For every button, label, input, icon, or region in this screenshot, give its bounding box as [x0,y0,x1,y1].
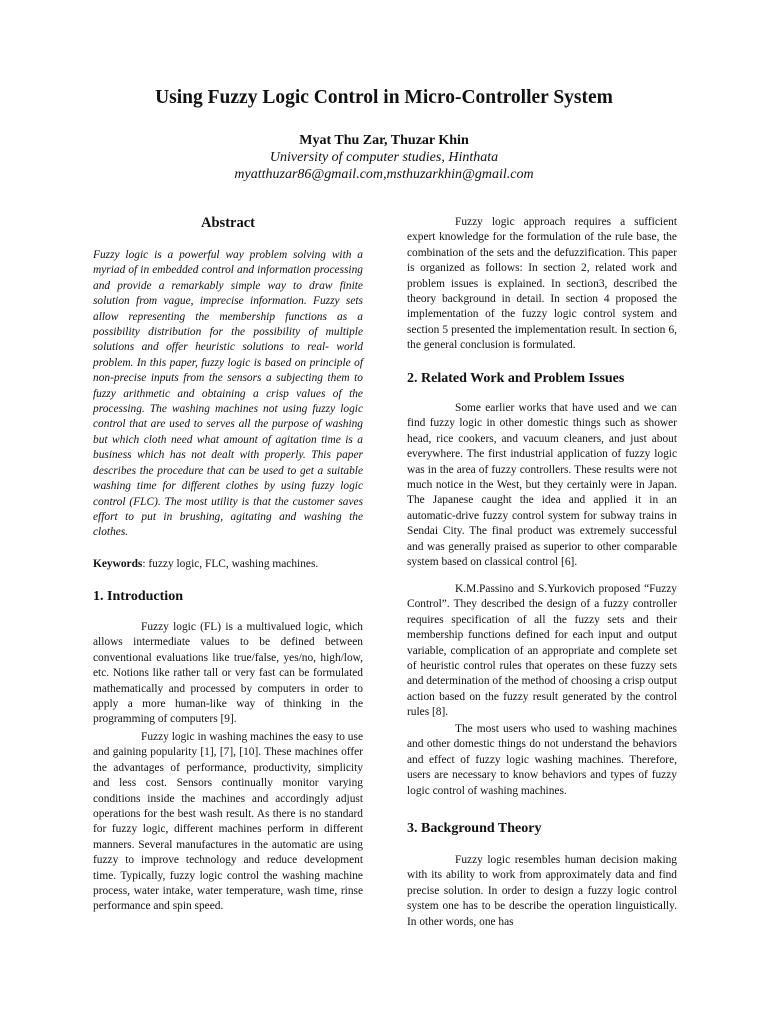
introduction-paragraph-3: Fuzzy logic approach requires a sufficient expert knowledge for the formulation of the rule base, the combination of the sets and the defuzzification. This paper is organized as follows: In section 2, related work and problem issues is explained. In section3, described the theory background in detail. In section 4 proposed the implementation of the fuzzy logic control system and section 5 presented the implementation result. In section 6, the general conclusion is formulated. [407,216,677,352]
introduction-paragraph-2: Fuzzy logic in washing machines the easy to use and gaining popularity [1], [7], [10]. These machines offer the advantages of performance, productivity, simplicity and less cost. Sensors continually monitor varying conditions inside the machines and accordingly adjust operations for the best wash result. As there is no standard for fuzzy logic, different machines perform in different manners. Several manufactures in the automatic are using fuzzy to improve technology and reduce development time. Typically, fuzzy logic control the washing machine process, water intake, water temperature, wash time, rinse performance and spin speed. [93,731,363,913]
paper-title: Using Fuzzy Logic Control in Micro-Controller System [155,87,613,108]
paper-authors: Myat Thu Zar, Thuzar Khin [299,133,469,148]
paper-affiliation: University of computer studies, Hinthata [269,150,499,165]
introduction-paragraph-1: Fuzzy logic (FL) is a multivalued logic, which allows intermediate values to be defined between conventional evaluations like true/false, yes/no, high/low, etc. Notions like rather tall or very fast can be formulated mathematically and processed by computers in order to apply a more human-like way of thinking in the programming of computers [9]. [93,621,363,726]
paper-emails: myatthuzar86@gmail.com,msthuzarkhin@gmail.com [234,167,534,182]
keywords-text: : fuzzy logic, FLC, washing machines. [142,558,319,570]
abstract-heading: Abstract [201,215,255,231]
related-work-paragraph-1: Some earlier works that have used and we can find fuzzy logic in other domestic things such as shower head, rice cookers, and vacuum cleaners, and just about everywhere. The first industrial application of fuzzy logic was in the area of fuzzy controllers. These results were not much notice in the West, but they certainly were in Japan. The Japanese caught the idea and applied it in an automatic-drive fuzzy control system for subway trains in Sendai City. The final product was extremely successful and was generally praised as superior to other comparable system based on classical control [6]. [407,402,677,569]
background-theory-heading: 3. Background Theory [407,821,542,836]
related-work-paragraph-2: K.M.Passino and S.Yurkovich proposed “Fuzzy Control”. They described the design of a fuzzy controller requires specification of all the fuzzy sets and their membership functions defined for each input and output variable, complication of an appropriate and complete set of heuristic control rules that operates on these fuzzy sets and determination of the method of choosing a crisp output action based on the fuzzy result generated by the control rules [8]. [407,583,677,719]
related-work-paragraph-3: The most users who used to washing machines and other domestic things do not understand the behaviors and effect of fuzzy logic washing machines. Therefore, users are necessary to know behaviors and types of fuzzy logic control of washing machines. [407,723,677,797]
introduction-heading: 1. Introduction [93,589,183,604]
abstract-text: Fuzzy logic is a powerful way problem solving with a myriad of in embedded control and information processing and provide a remarkably simple way to draw finite solution from vague, imprecise information. Fuzzy sets allow representing the membership functions as a possibility distribution for the possibility of multiple solutions and offer heuristic solutions to real- world problem. In this paper, fuzzy logic is based on principle of non-precise inputs from the sensors a subjecting them to fuzzy arithmetic and obtaining a crisp values of the processing. The washing machines not using fuzzy logic control that are used to serves all the purpose of washing but which cloth need what amount of agitation time is a business which has not dealt with properly. This paper describes the procedure that can be used to get a suitable washing time for different clothes by using fuzzy logic control (FLC). The most utility is that the customer saves effort to put in brushing, agitating and washing the clothes. [93,249,363,539]
background-theory-paragraph-1: Fuzzy logic resembles human decision making with its ability to work from approximately data and find precise solution. In order to design a fuzzy logic control system one has to be describe the operation linguistically. In other words, one has [407,854,677,928]
keywords [93,557,363,572]
keywords-label: Keywords [93,558,143,570]
related-work-heading: 2. Related Work and Problem Issues [407,371,625,386]
